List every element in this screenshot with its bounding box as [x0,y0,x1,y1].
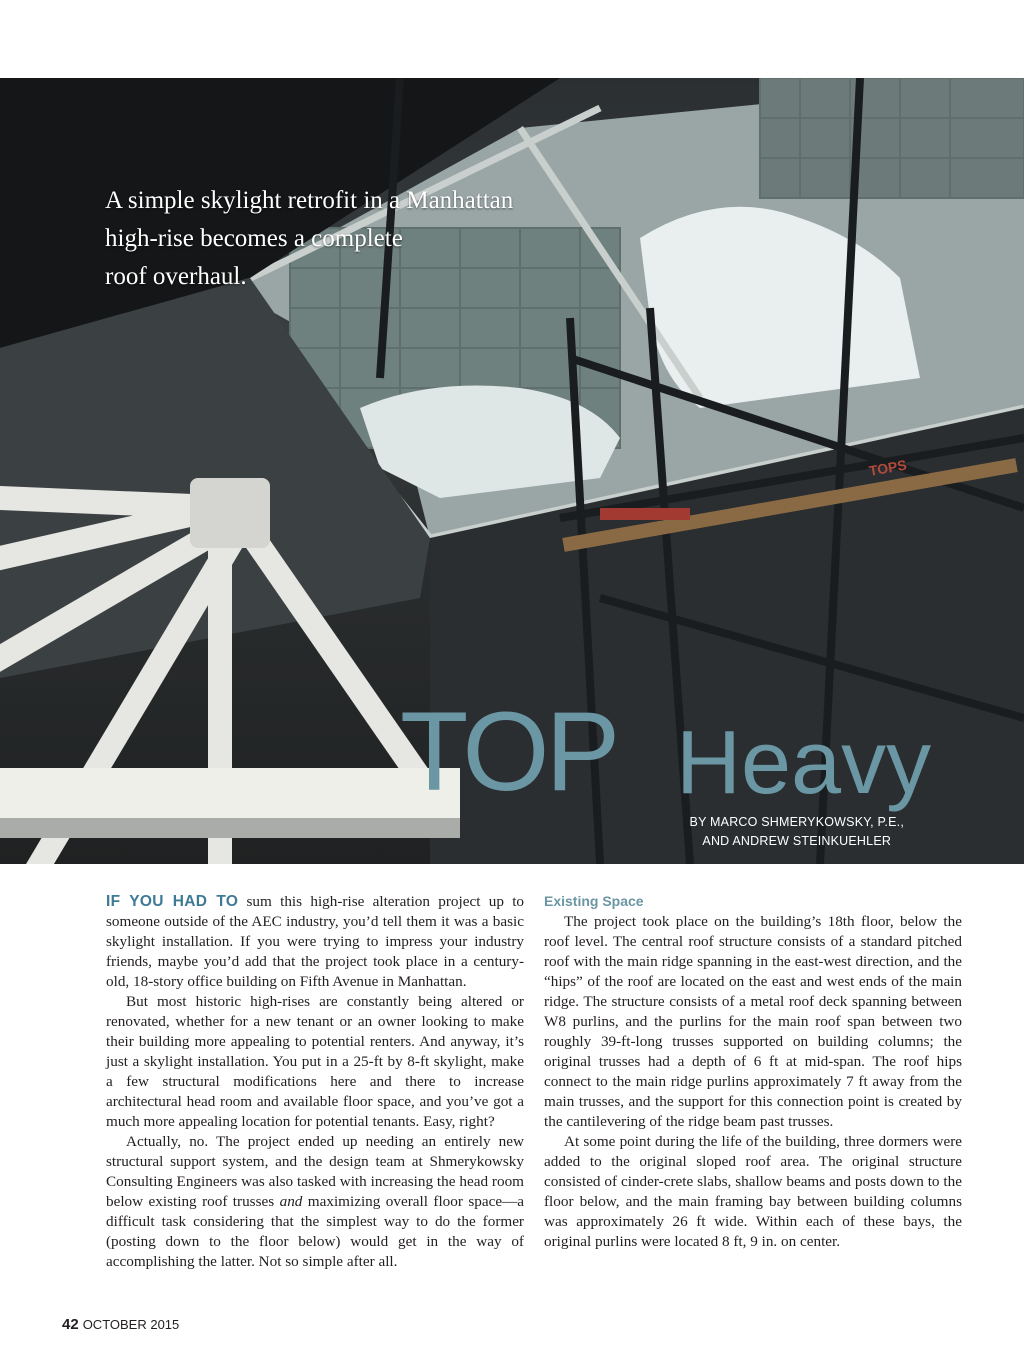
article-paragraph [106,1132,524,1272]
tagline-line: high-rise becomes a complete [105,225,403,252]
hero-tagline [105,182,565,296]
issue-date: OCTOBER 2015 [82,1317,180,1332]
lead-in: IF YOU HAD TO [106,893,239,910]
tagline-line: A simple skylight retrofit in a Manhattan [105,187,514,214]
truss-chord-shadow [0,818,460,838]
article-column-left [106,892,524,1272]
article-column-right [544,892,962,1252]
scaffold-red-sign [600,508,690,520]
article-paragraph: But most historic high-rises are constantly being altered or renovated, whether for a new tenant or an owner looking to make their building more appealing to potential renters. And anyway, it’s just a skylight installation. You put in a 25-ft by 8-ft skylight, make a few structural modifications here and there to increase architectural head room and available floor space, and you’ve got a much more appealing location for potential tenants. Easy, right? [106,993,524,1130]
byline-line: AND ANDREW STEINKUEHLER [702,834,892,848]
truss-joint [190,478,270,548]
byline [690,813,904,851]
paragraph-text: sum this high-rise alteration project up to someone outside of the AEC industry, you’d tell them it was a basic skylight installation. If you were trying to impress your industry friends, maybe you’d add that the project took place in a century-old, 18-story office building on Fifth Avenue in Manhattan. [106,893,525,990]
article-paragraph: At some point during the life of the building, three dormers were added to the original sloped roof area. The original structure consisted of cinder-crete slabs, shallow beams and posts down to the floor below, and the main framing bay between building columns was approximately 26 ft wide. Within each of these bays, the original purlins were located 8 ft, 9 in. on center. [544,1133,962,1250]
byline-line: BY MARCO SHMERYKOWSKY, P.E., [689,815,904,829]
paragraph-text: Actually, no. The project ended up needing an entirely new structural support system, and the design team at Shmerykowsky Consulting Engineers was also tasked with increasing the head room below existing roof trusses [106,1133,524,1210]
page-number: 42 [62,1316,79,1333]
headline-heavy: Heavy [676,713,932,813]
tagline-line: roof overhaul. [105,263,247,290]
emphasis: and [279,1193,303,1210]
headline-top: TOP [400,689,617,814]
scaffold-sign-text: TOPS [867,456,908,479]
article-paragraph: The project took place on the building’s 18th floor, below the roof level. The central roof structure consists of a standard pitched roof with the main ridge spanning in the east-west direction, and the “hips” of the roof are located on the east and west ends of the main ridge. The structure consists of a metal roof deck spanning between W8 purlins, and the purlins for the main roof span between two roughly 39-ft-long trusses supported on building columns; the original trusses had a depth of 6 ft at mid-span. The roof hips connect to the main ridge purlins approximately 7 ft away from the main trusses, and the support for this connection point is created by the cantilevering of the ridge beam past trusses. [544,913,962,1130]
page-footer [62,1316,179,1333]
section-heading: Existing Space [544,893,644,909]
article-paragraph [106,892,524,992]
paragraph-text: maximizing overall floor space—a difficult task considering that the simplest way to do the former (posting down to the floor below) would get in the way of accomplishing the latter. Not so simple after all. [106,1193,524,1270]
